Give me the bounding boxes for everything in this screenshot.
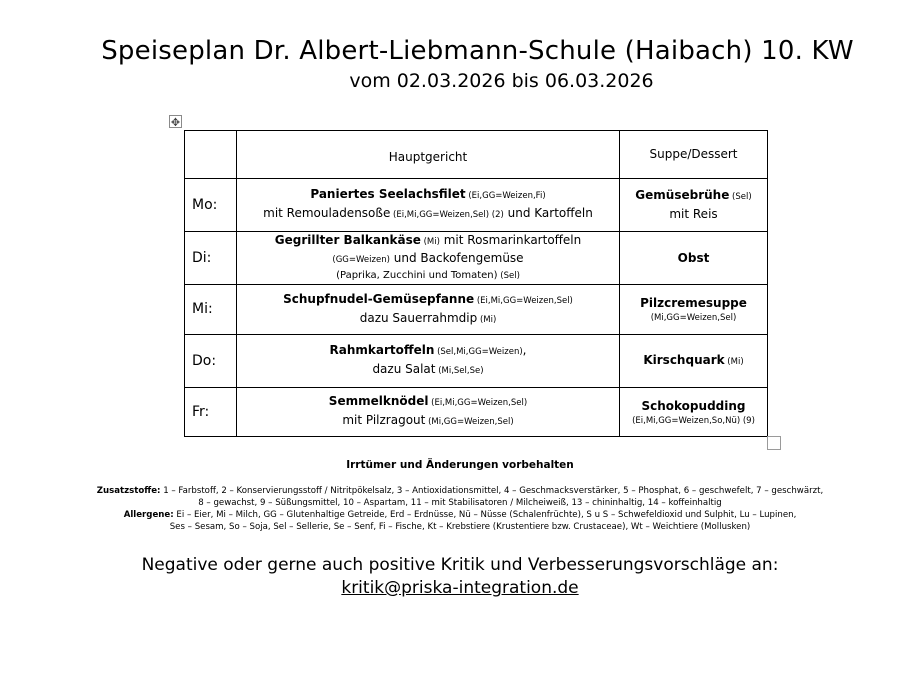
side-dish-cell (620, 335, 768, 388)
dish-side: , (522, 343, 527, 357)
table-row (185, 179, 768, 232)
side-name: Pilzcremesuppe (640, 296, 747, 310)
main-dish-cell (237, 388, 620, 437)
header-main-dish: Hauptgericht (237, 131, 620, 179)
main-dish-cell (237, 335, 620, 388)
allergen-codes: (Mi) (420, 237, 440, 247)
dish-name: Gegrillter Balkankäse (274, 233, 421, 247)
side-extra: mit Reis (669, 207, 718, 221)
allergen-codes: (GG=Weizen) (332, 255, 390, 265)
day-label: Fr: (185, 388, 237, 437)
side-name: Schokopudding (641, 398, 746, 413)
dish-side: dazu Salat (372, 362, 436, 376)
date-range: vom 02.03.2026 bis 06.03.2026 (349, 70, 654, 92)
main-dish-cell (237, 232, 620, 285)
additives-label: Zusatzstoffe: (96, 486, 161, 496)
dish-side: mit Remouladensoße (263, 206, 391, 220)
allergen-codes: (Sel,Mi,GG=Weizen) (434, 347, 523, 357)
additives-text: 1 – Farbstoff, 2 – Konservierungsstoff / Nitritpökelsalz, 3 – Antioxidationsmittel, 4 – Geschmacksverstärker, 5 – Phosphat, 6 – geschwefelt, 7 – geschwärzt, (160, 486, 824, 496)
allergen-codes: (Ei,Mi,GG=Weizen,So,Nü) (9) (632, 415, 755, 426)
day-label: Do: (185, 335, 237, 388)
main-dish-cell (237, 285, 620, 335)
dish-side: mit Pilzragout (342, 413, 426, 427)
table-row (185, 285, 768, 335)
additives-text: 8 – gewachst, 9 – Süßungsmittel, 10 – Aspartam, 11 – mit Stabilisatoren / Milcheiweiß, 13 – chininhaltig, 14 – koffeinhaltig (198, 498, 722, 508)
header-soup-dessert: Suppe/Dessert (620, 131, 768, 179)
feedback-email-link[interactable]: kritik@priska-integration.de (341, 578, 579, 598)
main-dish-cell (237, 179, 620, 232)
allergen-codes: (Sel) (729, 192, 752, 202)
side-name: Gemüsebrühe (635, 188, 730, 202)
dish-detail: (Paprika, Zucchini und Tomaten) (336, 270, 498, 281)
dish-name: Semmelknödel (328, 394, 429, 408)
side-dish-cell (620, 232, 768, 285)
day-label: Di: (185, 232, 237, 285)
allergen-codes: (Mi,Sel,Se) (435, 366, 484, 376)
dish-side: mit Rosmarinkartoffeln (439, 233, 582, 247)
table-move-handle-icon[interactable]: ✥ (170, 116, 181, 129)
side-dish-cell (620, 179, 768, 232)
additives-allergens-legend (0, 485, 920, 533)
page-title: Speiseplan Dr. Albert-Liebmann-Schule (Haibach) 10. KW (101, 36, 854, 66)
side-name: Kirschquark (643, 352, 725, 367)
table-row (185, 335, 768, 388)
day-label: Mo: (185, 179, 237, 232)
allergen-codes: (Mi) (477, 314, 497, 325)
side-dish-cell (620, 388, 768, 437)
allergen-codes: (Ei,GG=Weizen,Fi) (465, 191, 546, 201)
feedback-text: Negative oder gerne auch positive Kritik und Verbesserungsvorschläge an: (141, 555, 779, 575)
table-header-row (185, 131, 768, 179)
allergen-codes: (Ei,Mi,GG=Weizen,Sel) (2) (390, 210, 504, 220)
table-resize-handle[interactable] (767, 436, 781, 450)
side-dish-cell (620, 285, 768, 335)
dish-side: und Kartoffeln (503, 206, 593, 220)
table-row (185, 232, 768, 285)
allergen-codes: (Mi,GG=Weizen,Sel) (425, 417, 514, 427)
allergen-codes: (Mi,GG=Weizen,Sel) (650, 313, 737, 323)
side-name: Obst (677, 250, 710, 265)
dish-name: Paniertes Seelachsfilet (310, 187, 466, 201)
feedback-section (0, 554, 920, 600)
allergen-codes: (Sel) (497, 271, 520, 281)
header-empty-cell (185, 131, 237, 179)
allergens-text: Ei – Eier, Mi – Milch, GG – Glutenhaltige Getreide, Erd – Erdnüsse, Nü – Nüsse (Schalenfrüchte), S u S – Schwefeldioxid und Sulphit, Lu – Lupinen, (173, 510, 797, 520)
table-row (185, 388, 768, 437)
allergens-label: Allergene: (123, 510, 174, 520)
dish-name: Rahmkartoffeln (329, 343, 435, 357)
day-label: Mi: (185, 285, 237, 335)
disclaimer-note: Irrtümer und Änderungen vorbehalten (346, 459, 574, 471)
allergen-codes: (Ei,Mi,GG=Weizen,Sel) (474, 295, 573, 306)
dish-name: Schupfnudel-Gemüsepfanne (283, 291, 475, 306)
menu-table (184, 130, 768, 437)
allergen-codes: (Ei,Mi,GG=Weizen,Sel) (428, 398, 528, 408)
allergen-codes: (Mi) (724, 356, 744, 367)
dish-side: dazu Sauerrahmdip (359, 310, 478, 325)
dish-side: und Backofengemüse (389, 251, 524, 265)
allergens-text: Ses – Sesam, So – Soja, Sel – Sellerie, Se – Senf, Fi – Fische, Kt – Krebstiere (Krustentiere bzw. Crustaceae), Wt – Weichtiere (Mollusken) (169, 522, 751, 532)
